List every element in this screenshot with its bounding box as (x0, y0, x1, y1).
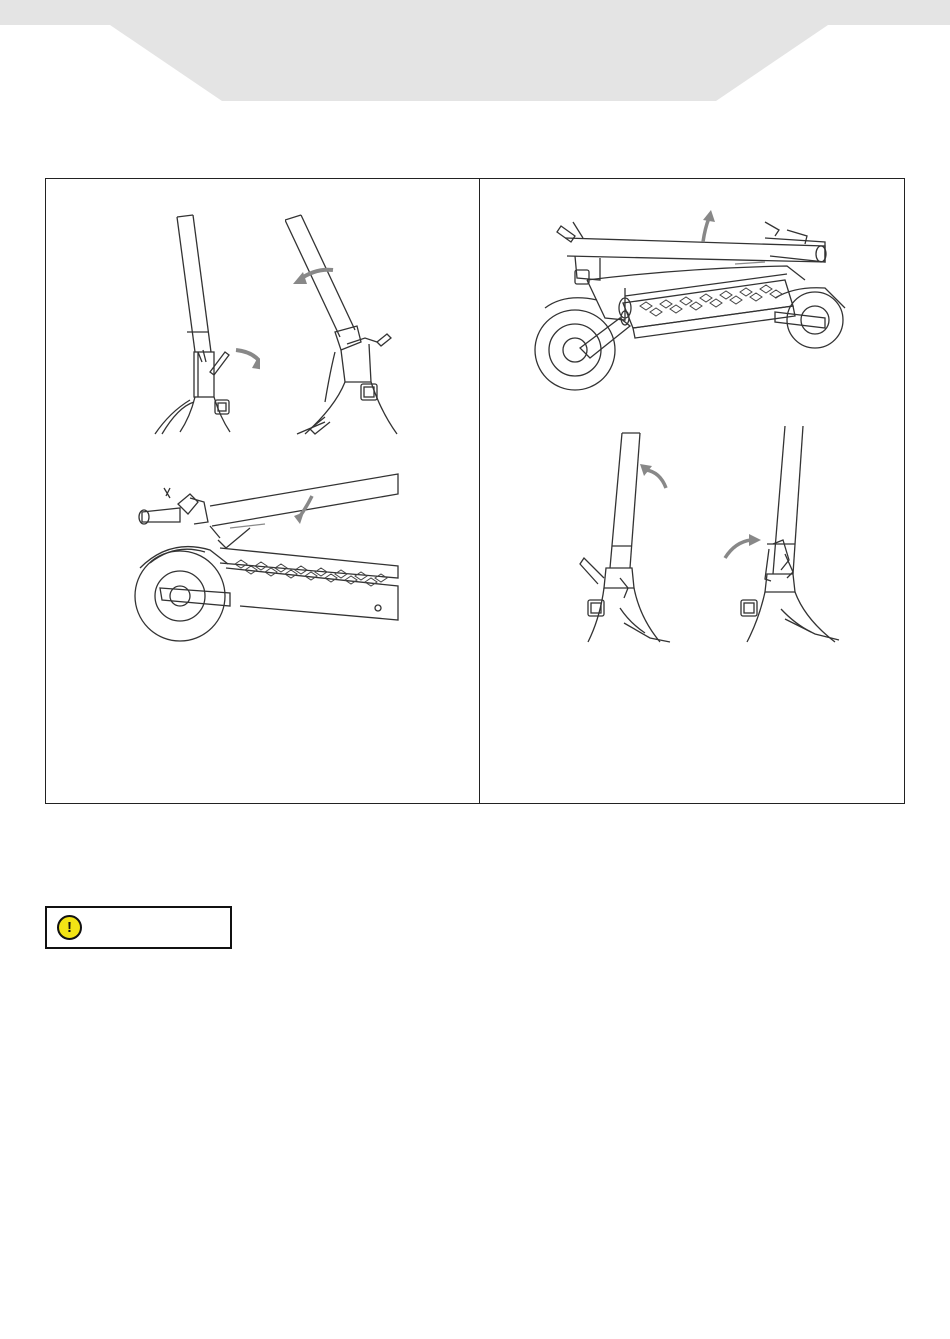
illustration-stem-folding (285, 212, 415, 438)
figure-divider (479, 178, 480, 804)
illustration-stem-lift-from-hook (525, 208, 855, 398)
illustration-stem-latch-open (150, 212, 260, 438)
header-banner (0, 0, 950, 104)
illustration-latch-locked (715, 424, 855, 644)
illustration-stem-hooked-to-deck (130, 468, 400, 648)
exclamation-warning-icon (57, 915, 82, 940)
warning-symbol: ! (67, 919, 72, 936)
warning-box (45, 906, 232, 949)
illustration-stem-raised (560, 428, 680, 644)
